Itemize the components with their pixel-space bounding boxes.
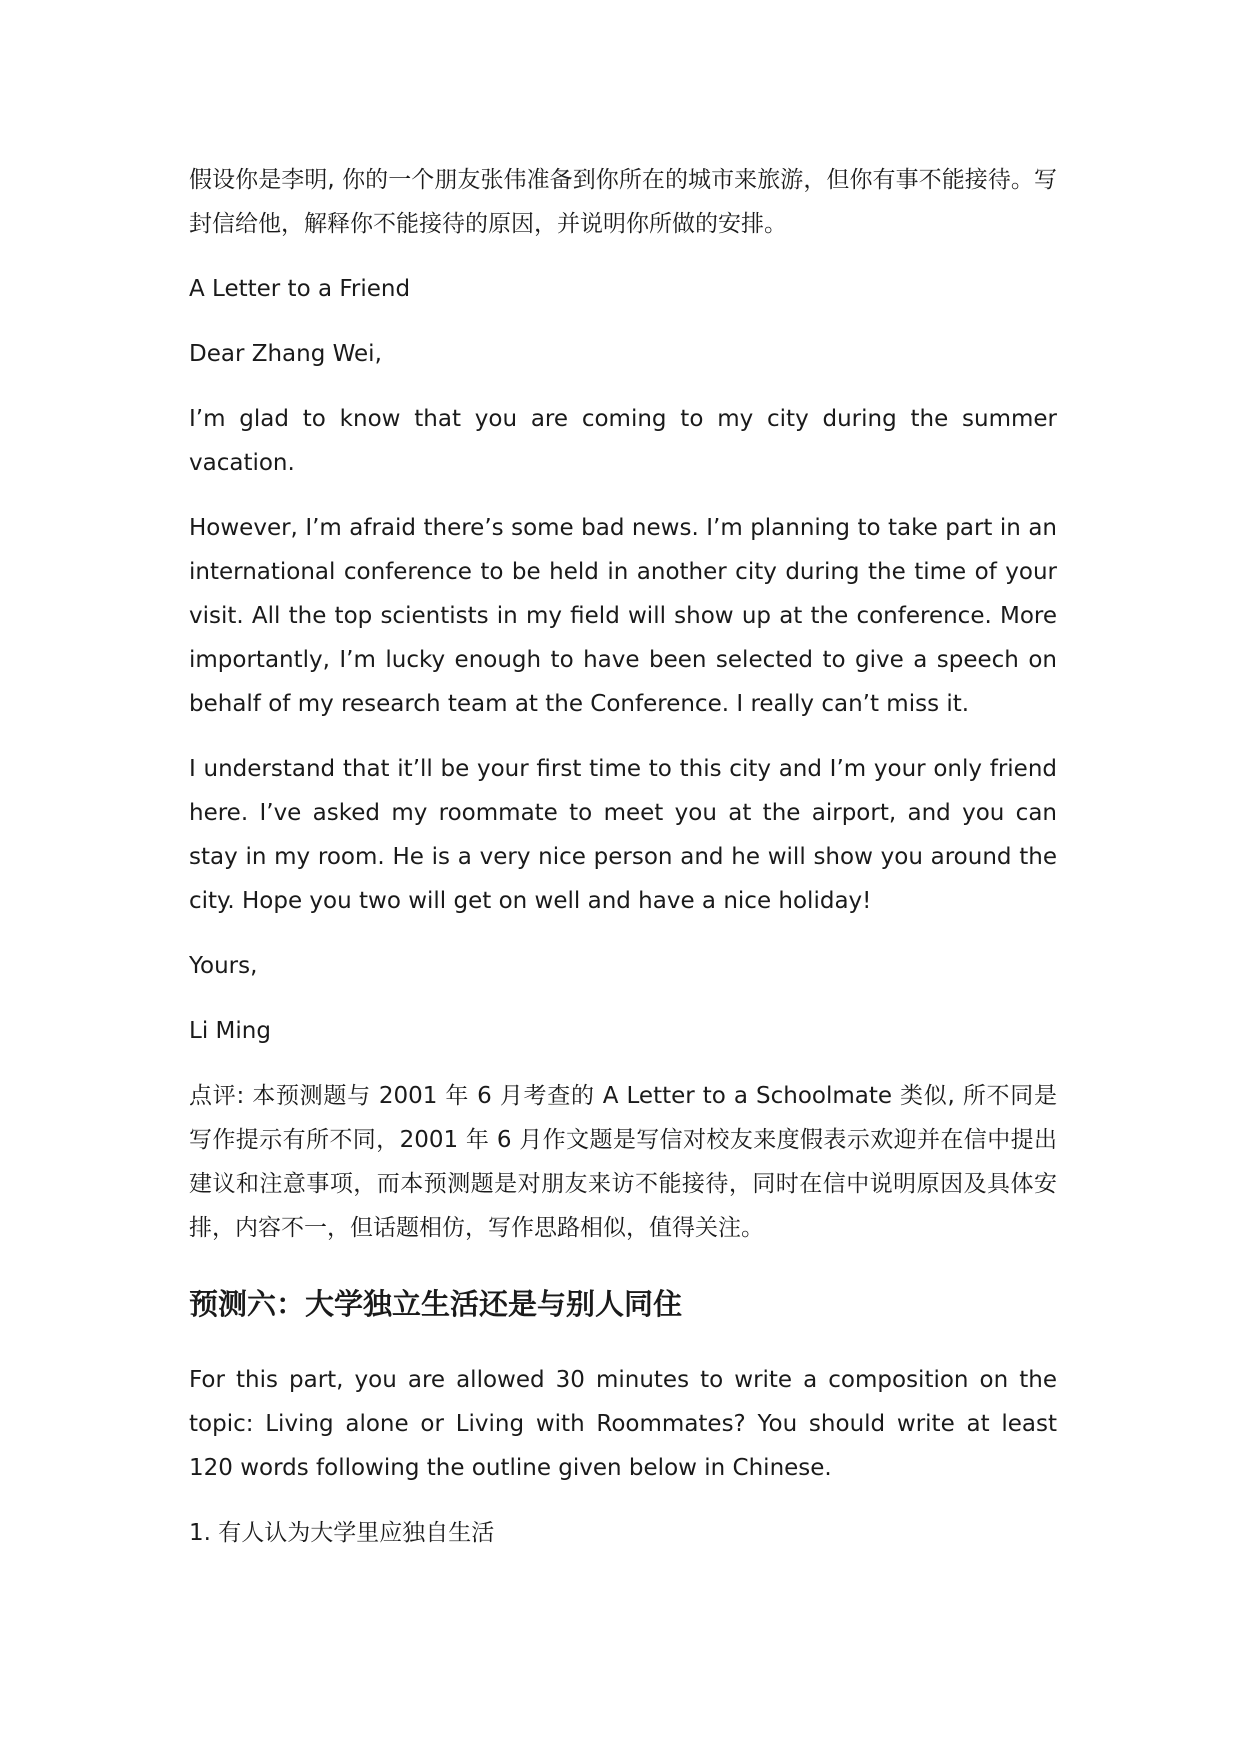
letter-closing: Yours, xyxy=(189,953,258,979)
letter-paragraph-2: However, I’m afraid there’s some bad news. I’m planning to take part in an international conference to be held in another city during the time of your visit. All the top scientists in my field will show up at the conference. More importantly, I’m lucky enough to have been selected to give a speech on behalf of my research team at the Conference. I really can’t miss it. xyxy=(189,515,1057,717)
task-instructions: For this part, you are allowed 30 minutes to write a composition on the topic: Living alone or Living with Roommates? You should write at least 120 words following the outline given below in Chinese. xyxy=(189,1367,1057,1481)
comment-paragraph: 点评: 本预测题与 2001 年 6 月考查的 A Letter to a Schoolmate 类似, 所不同是写作提示有所不同，2001 年 6 月作文题是写信对校友来度假表示欢迎并在信中提出建议和注意事项，而本预测题是对朋友来访不能接待，同时在信中说明原因及具体安排，内容不一，但话题相仿，写作思路相似，值得关注。 xyxy=(189,1083,1057,1241)
document-page xyxy=(189,158,1057,1555)
prompt-chinese: 假设你是李明, 你的一个朋友张伟准备到你所在的城市来旅游，但你有事不能接待。写封信给他，解释你不能接待的原因，并说明你所做的安排。 xyxy=(189,167,1057,237)
section-heading: 预测六：大学独立生活还是与别人同住 xyxy=(189,1287,683,1321)
outline-item-1: 1. 有人认为大学里应独自生活 xyxy=(189,1520,495,1546)
letter-paragraph-3: I understand that it’ll be your first time to this city and I’m your only friend here. I’ve asked my roommate to meet you at the airport, and you can stay in my room. He is a very nice person and he will show you around the city. Hope you two will get on well and have a nice holiday! xyxy=(189,756,1057,914)
letter-paragraph-1: I’m glad to know that you are coming to my city during the summer vacation. xyxy=(189,406,1057,476)
letter-greeting: Dear Zhang Wei, xyxy=(189,341,382,367)
letter-signature: Li Ming xyxy=(189,1018,271,1044)
letter-title: A Letter to a Friend xyxy=(189,276,411,302)
